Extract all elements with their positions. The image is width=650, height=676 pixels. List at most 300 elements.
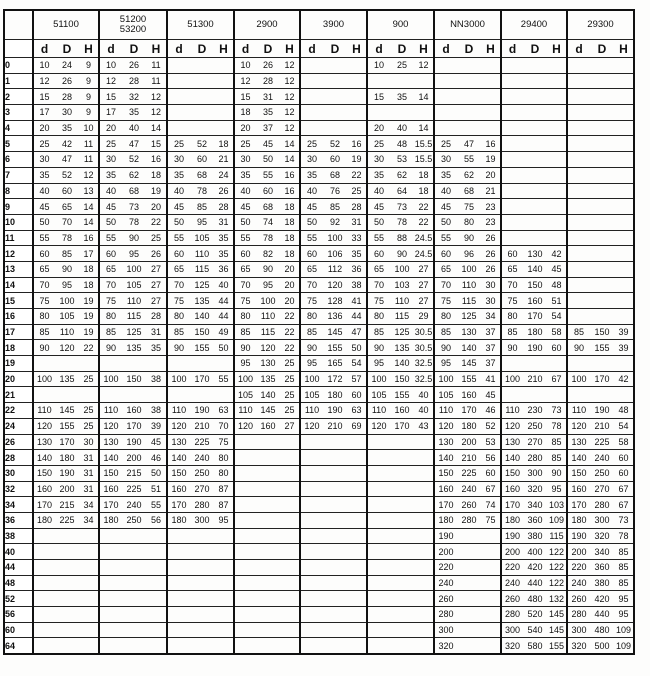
table-cell	[323, 434, 347, 450]
table-cell: 14	[146, 120, 167, 136]
table-row	[4, 512, 634, 528]
table-cell	[590, 261, 614, 277]
table-cell: 35	[434, 167, 457, 183]
table-cell: 85	[367, 324, 390, 340]
table-cell	[457, 591, 481, 607]
table-cell	[323, 575, 347, 591]
table-cell	[256, 575, 280, 591]
table-cell: 160	[501, 481, 523, 497]
table-cell	[457, 607, 481, 623]
table-cell: 120	[234, 418, 256, 434]
table-cell: 103	[547, 497, 567, 513]
table-cell: 46	[481, 403, 501, 419]
table-cell: 25	[79, 371, 99, 387]
table-cell	[567, 89, 590, 105]
table-cell	[567, 199, 590, 215]
table-cell: 22	[414, 199, 434, 215]
table-cell: 58	[614, 434, 634, 450]
table-cell: 30	[481, 293, 501, 309]
table-cell: 80	[234, 309, 256, 325]
table-cell: 100	[99, 371, 122, 387]
table-cell: 60	[547, 340, 567, 356]
table-cell: 65	[55, 199, 79, 215]
table-cell: 360	[590, 560, 614, 576]
table-cell	[234, 560, 256, 576]
table-cell: 95	[300, 356, 323, 372]
table-cell: 30.5	[414, 324, 434, 340]
table-cell: 125	[122, 324, 146, 340]
table-cell: 100	[55, 293, 79, 309]
table-cell: 130	[256, 356, 280, 372]
table-row	[4, 591, 634, 607]
table-cell	[547, 136, 567, 152]
table-cell: 45	[300, 199, 323, 215]
table-cell	[501, 183, 523, 199]
table-row	[4, 324, 634, 340]
table-cell: 26	[481, 230, 501, 246]
table-cell: 225	[55, 512, 79, 528]
table-cell: 75	[214, 434, 234, 450]
table-cell	[347, 544, 367, 560]
table-cell	[347, 105, 367, 121]
table-cell	[547, 58, 567, 74]
table-row	[4, 89, 634, 105]
table-cell	[547, 167, 567, 183]
table-cell: 90	[434, 340, 457, 356]
table-cell: 15	[33, 89, 55, 105]
table-cell: 24	[214, 167, 234, 183]
table-cell: 115	[390, 309, 414, 325]
table-cell: 170	[501, 497, 523, 513]
column-header-h: H	[214, 40, 234, 58]
table-cell: 15	[367, 89, 390, 105]
table-cell: 22	[146, 214, 167, 230]
table-cell: 105	[300, 387, 323, 403]
column-header-d: d	[300, 40, 323, 58]
table-cell	[414, 591, 434, 607]
table-row	[4, 261, 634, 277]
table-cell: 90	[234, 340, 256, 356]
table-cell: 44	[214, 293, 234, 309]
table-cell: 122	[547, 575, 567, 591]
table-cell	[590, 167, 614, 183]
table-cell: 87	[214, 497, 234, 513]
table-cell	[79, 591, 99, 607]
table-cell	[457, 575, 481, 591]
table-cell	[280, 450, 300, 466]
table-cell: 35	[214, 230, 234, 246]
table-cell	[234, 481, 256, 497]
table-cell: 14	[414, 89, 434, 105]
table-cell	[33, 607, 55, 623]
table-cell: 122	[547, 560, 567, 576]
table-cell: 19	[481, 152, 501, 168]
table-cell: 45	[547, 261, 567, 277]
table-cell	[323, 89, 347, 105]
table-cell	[501, 356, 523, 372]
table-cell: 160	[122, 403, 146, 419]
table-cell: 145	[256, 403, 280, 419]
table-cell	[590, 152, 614, 168]
table-cell: 120	[501, 418, 523, 434]
table-cell: 27	[280, 418, 300, 434]
table-cell: 30	[367, 152, 390, 168]
table-cell: 170	[390, 418, 414, 434]
table-cell	[367, 73, 390, 89]
table-cell: 14	[414, 120, 434, 136]
table-cell: 45	[33, 199, 55, 215]
table-cell: 9	[79, 89, 99, 105]
table-cell	[214, 89, 234, 105]
bore-code-cell: 52	[4, 591, 33, 607]
table-cell: 20	[280, 277, 300, 293]
column-header-d: d	[234, 40, 256, 58]
table-cell: 270	[590, 481, 614, 497]
column-header-h: H	[614, 40, 634, 58]
table-cell	[590, 183, 614, 199]
table-cell	[33, 528, 55, 544]
table-cell: 52	[55, 167, 79, 183]
table-cell: 50	[214, 340, 234, 356]
table-cell	[167, 607, 190, 623]
table-cell: 55	[234, 230, 256, 246]
table-cell: 280	[590, 497, 614, 513]
table-cell	[457, 560, 481, 576]
table-cell: 210	[590, 418, 614, 434]
table-cell: 130	[434, 434, 457, 450]
table-cell: 15.5	[414, 152, 434, 168]
table-cell	[567, 73, 590, 89]
table-cell: 340	[590, 544, 614, 560]
table-cell: 48	[390, 136, 414, 152]
table-cell: 36	[214, 261, 234, 277]
table-cell: 120	[300, 418, 323, 434]
column-header-d-outer: D	[590, 40, 614, 58]
table-cell: 260	[501, 591, 523, 607]
series-header-7: 29400	[501, 10, 567, 40]
bore-code-cell: 13	[4, 261, 33, 277]
table-cell	[99, 356, 122, 372]
table-cell: 10	[79, 120, 99, 136]
table-cell	[414, 450, 434, 466]
table-cell: 250	[122, 512, 146, 528]
table-cell: 75	[99, 293, 122, 309]
bore-code-cell: 5	[4, 136, 33, 152]
column-header-h: H	[79, 40, 99, 58]
table-cell: 25	[434, 136, 457, 152]
table-cell	[614, 89, 634, 105]
table-cell: 200	[434, 544, 457, 560]
table-cell	[280, 497, 300, 513]
column-header-d-outer: D	[190, 40, 214, 58]
table-cell: 80	[457, 214, 481, 230]
table-cell	[214, 607, 234, 623]
table-cell: 60	[167, 246, 190, 262]
table-cell: 63	[347, 403, 367, 419]
table-cell: 85	[33, 324, 55, 340]
table-cell: 75	[457, 199, 481, 215]
table-cell: 160	[457, 387, 481, 403]
table-cell	[547, 387, 567, 403]
table-cell: 250	[590, 465, 614, 481]
table-cell	[501, 199, 523, 215]
table-cell: 80	[367, 309, 390, 325]
table-cell: 12	[33, 73, 55, 89]
table-cell: 60	[614, 465, 634, 481]
table-cell: 19	[146, 183, 167, 199]
table-cell: 52	[122, 152, 146, 168]
table-cell: 55	[367, 230, 390, 246]
table-cell	[55, 528, 79, 544]
table-cell: 120	[367, 418, 390, 434]
table-cell: 170	[167, 497, 190, 513]
table-cell: 37	[481, 340, 501, 356]
table-cell	[214, 73, 234, 89]
table-cell	[590, 199, 614, 215]
table-cell	[33, 575, 55, 591]
table-cell: 78	[390, 214, 414, 230]
table-cell: 85	[501, 324, 523, 340]
table-cell	[33, 544, 55, 560]
table-cell: 109	[614, 622, 634, 638]
table-cell: 26	[481, 261, 501, 277]
table-cell: 75	[367, 293, 390, 309]
table-cell	[323, 465, 347, 481]
table-cell	[79, 528, 99, 544]
table-cell: 400	[523, 544, 547, 560]
bore-code-cell: 30	[4, 465, 33, 481]
table-cell: 105	[55, 309, 79, 325]
table-cell: 128	[323, 293, 347, 309]
series-header-6: NN3000	[434, 10, 501, 40]
bore-code-cell: 26	[4, 434, 33, 450]
table-cell: 85	[99, 324, 122, 340]
table-cell	[414, 528, 434, 544]
table-cell	[347, 591, 367, 607]
table-cell: 160	[434, 481, 457, 497]
table-cell	[323, 58, 347, 74]
table-cell: 145	[457, 356, 481, 372]
table-cell: 70	[99, 277, 122, 293]
table-cell: 25	[99, 136, 122, 152]
table-cell: 95	[367, 356, 390, 372]
table-cell: 47	[347, 324, 367, 340]
table-cell	[122, 544, 146, 560]
table-cell: 10	[234, 58, 256, 74]
table-cell: 45	[256, 136, 280, 152]
table-cell: 25	[167, 136, 190, 152]
table-cell: 170	[99, 497, 122, 513]
series-header-3: 2900	[234, 10, 300, 40]
table-cell	[390, 105, 414, 121]
table-cell: 11	[79, 152, 99, 168]
table-cell: 90	[167, 340, 190, 356]
table-cell	[55, 544, 79, 560]
table-row	[4, 560, 634, 576]
table-cell: 100	[122, 261, 146, 277]
bore-code-cell: 4	[4, 120, 33, 136]
table-cell	[390, 450, 414, 466]
table-cell: 210	[523, 371, 547, 387]
table-cell	[590, 136, 614, 152]
table-cell: 180	[99, 512, 122, 528]
table-cell	[414, 497, 434, 513]
table-cell: 18	[146, 167, 167, 183]
table-cell	[347, 89, 367, 105]
table-cell	[167, 387, 190, 403]
table-cell: 38	[347, 277, 367, 293]
table-cell	[323, 622, 347, 638]
bore-code-cell: 19	[4, 356, 33, 372]
table-cell: 24	[55, 58, 79, 74]
table-cell	[300, 528, 323, 544]
table-cell: 44	[214, 309, 234, 325]
table-cell: 12	[79, 167, 99, 183]
table-cell: 60	[234, 246, 256, 262]
table-cell: 130	[501, 434, 523, 450]
table-cell	[256, 528, 280, 544]
table-cell	[234, 622, 256, 638]
table-cell: 80	[214, 465, 234, 481]
table-cell: 33	[347, 230, 367, 246]
table-cell: 28	[146, 309, 167, 325]
table-cell: 100	[256, 293, 280, 309]
table-cell	[614, 230, 634, 246]
table-cell	[214, 58, 234, 74]
table-cell: 35	[214, 246, 234, 262]
table-cell: 110	[190, 246, 214, 262]
table-cell	[390, 591, 414, 607]
table-cell	[523, 152, 547, 168]
table-cell: 65	[501, 261, 523, 277]
table-cell: 110	[256, 309, 280, 325]
table-row	[4, 434, 634, 450]
table-cell	[367, 528, 390, 544]
table-cell	[567, 309, 590, 325]
bore-code-cell: 7	[4, 167, 33, 183]
table-cell: 31	[146, 324, 167, 340]
table-cell: 300	[501, 622, 523, 638]
table-cell: 25	[280, 356, 300, 372]
table-cell: 90	[567, 340, 590, 356]
table-cell	[323, 450, 347, 466]
table-cell	[367, 575, 390, 591]
column-header-d-outer: D	[323, 40, 347, 58]
table-cell	[300, 512, 323, 528]
table-cell: 145	[55, 403, 79, 419]
table-cell: 130	[567, 434, 590, 450]
table-cell: 15	[99, 89, 122, 105]
table-cell: 85	[234, 324, 256, 340]
table-cell: 18	[414, 183, 434, 199]
table-cell: 51	[146, 481, 167, 497]
table-cell	[99, 560, 122, 576]
table-cell	[234, 434, 256, 450]
table-cell: 230	[523, 403, 547, 419]
table-cell	[614, 73, 634, 89]
column-header-d-outer: D	[523, 40, 547, 58]
table-cell: 210	[457, 450, 481, 466]
table-cell	[347, 481, 367, 497]
table-cell: 24.5	[414, 246, 434, 262]
table-cell: 82	[256, 246, 280, 262]
table-cell	[501, 120, 523, 136]
table-cell: 170	[122, 418, 146, 434]
table-cell: 100	[323, 230, 347, 246]
table-cell: 9	[79, 105, 99, 121]
table-cell	[367, 450, 390, 466]
table-cell: 60	[614, 450, 634, 466]
table-cell: 13	[79, 183, 99, 199]
table-cell: 31	[79, 481, 99, 497]
table-cell: 95	[234, 356, 256, 372]
table-cell	[280, 607, 300, 623]
table-cell: 115	[547, 528, 567, 544]
table-cell	[99, 607, 122, 623]
table-cell	[33, 591, 55, 607]
table-cell	[323, 105, 347, 121]
table-cell	[590, 73, 614, 89]
table-cell: 37	[481, 324, 501, 340]
table-cell: 95	[614, 607, 634, 623]
table-cell: 40	[167, 183, 190, 199]
table-cell: 35	[167, 167, 190, 183]
table-cell	[614, 105, 634, 121]
table-cell: 90	[390, 246, 414, 262]
table-cell: 38	[146, 371, 167, 387]
table-cell	[434, 105, 457, 121]
table-cell: 16	[347, 136, 367, 152]
table-cell: 120	[256, 340, 280, 356]
table-cell: 12	[280, 89, 300, 105]
bore-code-cell: 22	[4, 403, 33, 419]
table-cell: 480	[590, 622, 614, 638]
bore-code-cell: 0	[4, 58, 33, 74]
table-cell: 27	[146, 261, 167, 277]
table-cell: 240	[567, 575, 590, 591]
table-cell	[323, 591, 347, 607]
table-cell: 60	[367, 246, 390, 262]
table-cell	[122, 591, 146, 607]
table-cell	[190, 607, 214, 623]
table-cell: 18	[280, 246, 300, 262]
table-cell	[590, 277, 614, 293]
table-cell	[99, 622, 122, 638]
table-cell: 68	[190, 167, 214, 183]
table-cell: 170	[434, 497, 457, 513]
table-cell: 45	[167, 199, 190, 215]
table-cell: 80	[167, 309, 190, 325]
bearing-dimension-table	[3, 9, 635, 655]
table-cell	[590, 356, 614, 372]
table-cell: 68	[256, 199, 280, 215]
table-cell: 100	[167, 371, 190, 387]
table-cell	[414, 105, 434, 121]
table-cell: 80	[300, 309, 323, 325]
table-cell	[481, 120, 501, 136]
table-cell: 70	[33, 277, 55, 293]
table-row	[4, 528, 634, 544]
table-cell	[614, 58, 634, 74]
table-cell: 110	[390, 293, 414, 309]
table-cell: 65	[434, 261, 457, 277]
table-cell: 105	[367, 387, 390, 403]
table-cell: 180	[434, 512, 457, 528]
corner-cell	[4, 10, 33, 40]
table-cell: 190	[55, 465, 79, 481]
table-cell: 73	[614, 512, 634, 528]
table-cell	[122, 575, 146, 591]
